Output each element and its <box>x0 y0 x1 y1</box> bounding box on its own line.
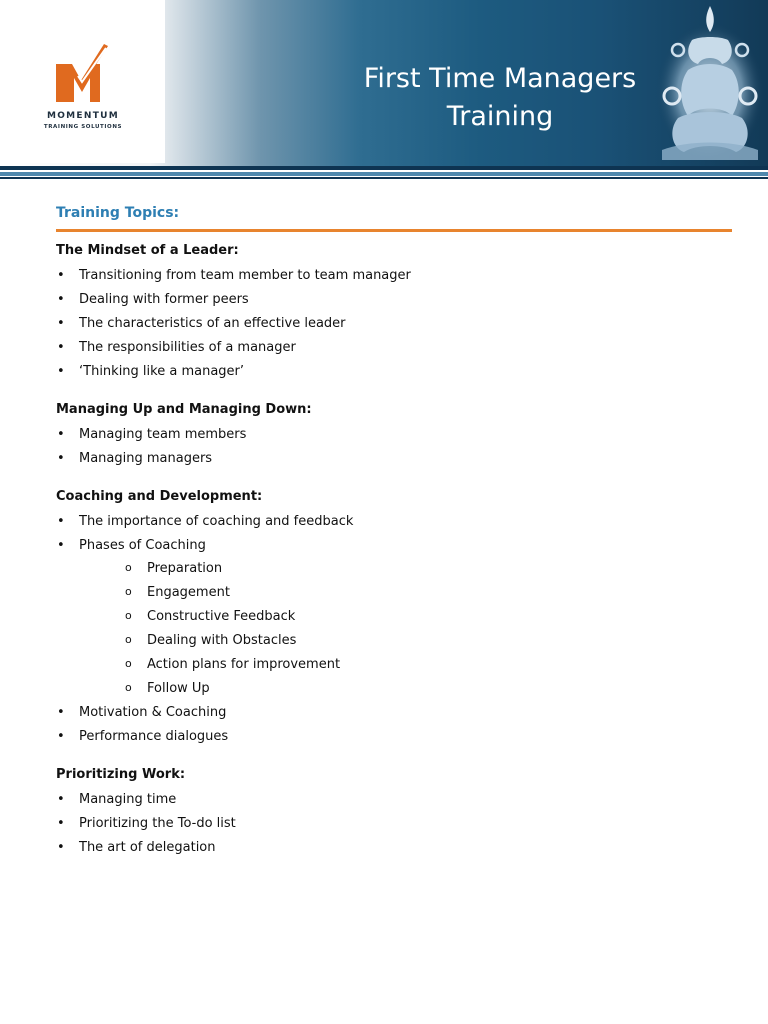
list-item: • Performance dialogues <box>56 729 736 745</box>
momentum-logo-icon <box>52 42 112 108</box>
list-item: • The importance of coaching and feedback <box>56 514 736 530</box>
sub-list-item: o Constructive Feedback <box>79 609 736 625</box>
list-item: • Managing team members <box>56 427 736 443</box>
header-rule-thin <box>0 177 768 179</box>
smoke-statue-icon <box>648 0 768 164</box>
list-item: • Motivation & Coaching <box>56 705 736 721</box>
section-coaching <box>56 489 736 745</box>
logo-subtitle: TRAINING SOLUTIONS <box>43 124 123 130</box>
sub-list-item: o Dealing with Obstacles <box>79 633 736 649</box>
topic-list <box>56 427 736 467</box>
list-item: • The art of delegation <box>56 840 736 856</box>
content-area <box>56 204 736 864</box>
section-title: Prioritizing Work: <box>56 767 186 782</box>
training-topics-heading: Training Topics: <box>56 205 180 221</box>
list-item: • Managing time <box>56 792 736 808</box>
title-line-2: Training <box>446 101 554 132</box>
logo-panel <box>0 0 165 163</box>
section-title: The Mindset of a Leader: <box>56 243 239 258</box>
section-mindset <box>56 243 736 380</box>
header-rule-accent <box>0 172 768 176</box>
section-prioritizing <box>56 767 736 856</box>
list-item: • Transitioning from team member to team manager <box>56 268 736 284</box>
list-item: • Managing managers <box>56 451 736 467</box>
list-item: • The responsibilities of a manager <box>56 340 736 356</box>
list-item: • ‘Thinking like a manager’ <box>56 364 736 380</box>
header-rule <box>0 166 768 170</box>
section-title: Managing Up and Managing Down: <box>56 402 312 417</box>
topic-list <box>56 268 736 380</box>
section-title: Coaching and Development: <box>56 489 263 504</box>
sub-list-item: o Follow Up <box>79 681 736 697</box>
list-item: • The characteristics of an effective leader <box>56 316 736 332</box>
page-title <box>340 60 660 136</box>
list-item: • Prioritizing the To-do list <box>56 816 736 832</box>
heading-divider <box>56 229 732 232</box>
topic-list <box>56 514 736 745</box>
sub-list-item: o Engagement <box>79 585 736 601</box>
sub-list-item: o Preparation <box>79 561 736 577</box>
sub-list-item: o Action plans for improvement <box>79 657 736 673</box>
title-line-1: First Time Managers <box>363 63 637 94</box>
list-item-label: Phases of Coaching <box>79 538 206 553</box>
logo-name: MOMENTUM <box>46 111 120 121</box>
section-managing-up-down <box>56 402 736 467</box>
header-banner <box>0 0 768 168</box>
list-item-phases <box>56 538 736 697</box>
topic-list <box>56 792 736 856</box>
list-item: • Dealing with former peers <box>56 292 736 308</box>
sub-list <box>79 561 736 697</box>
